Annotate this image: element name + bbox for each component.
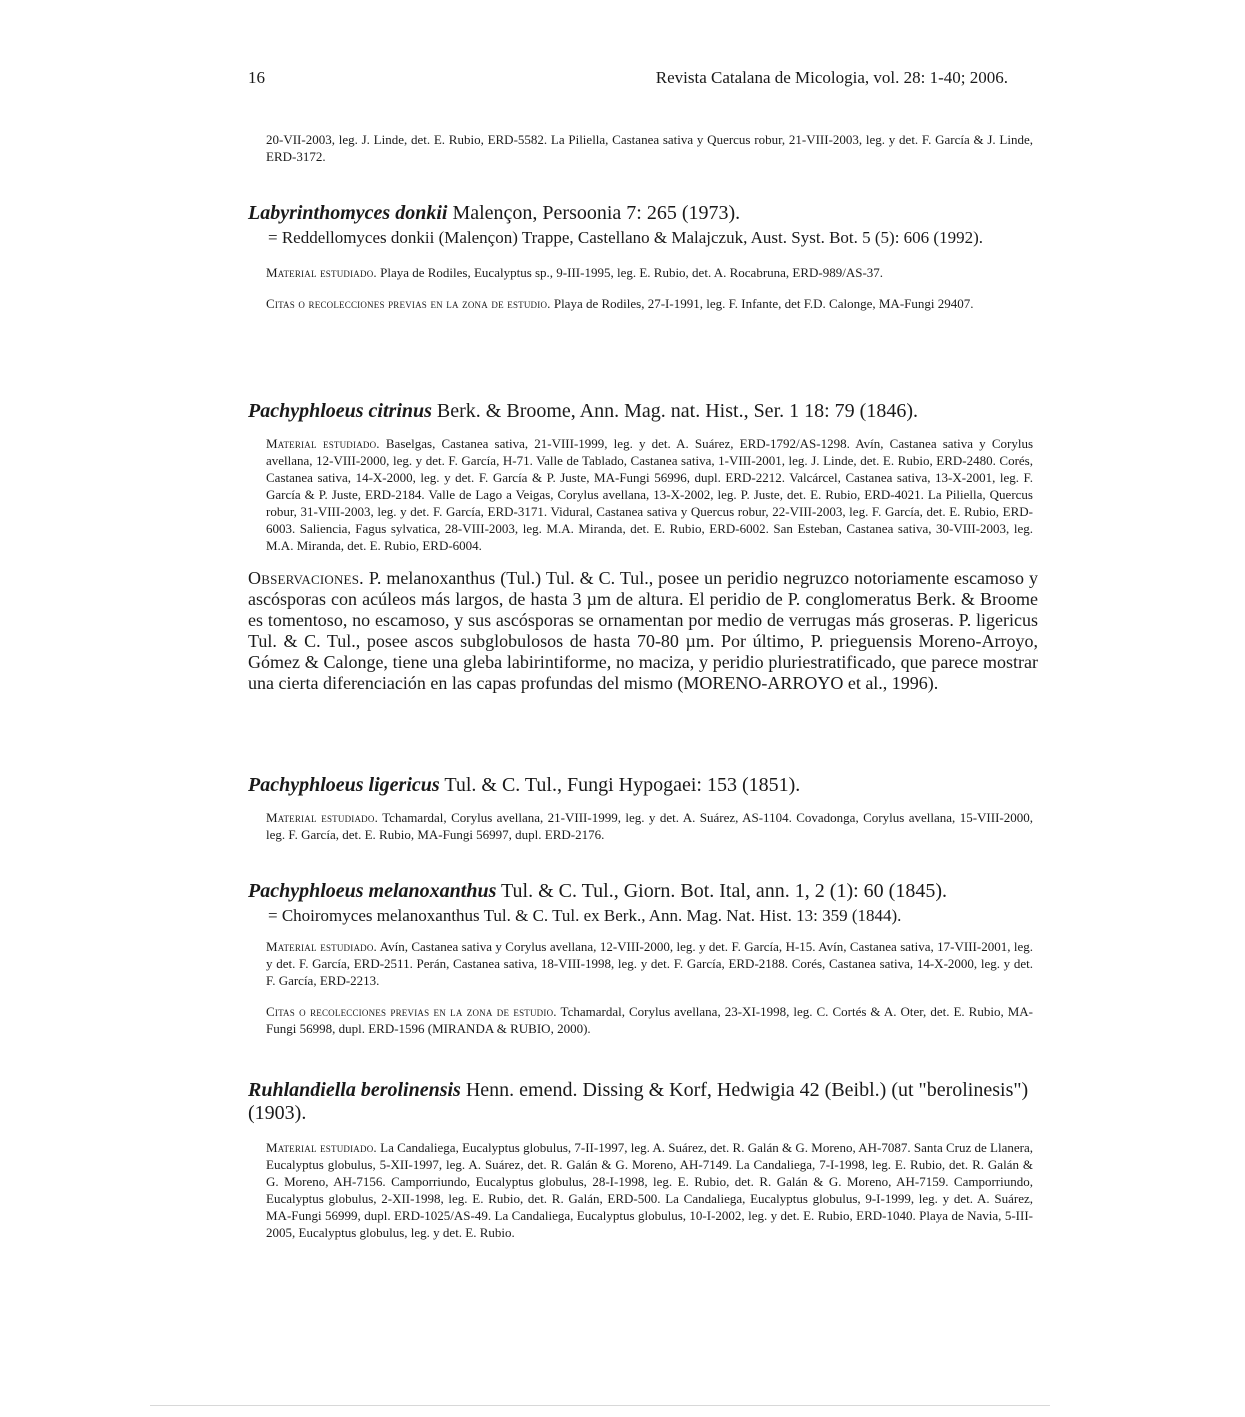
species-entry-ligericus xyxy=(248,774,1048,843)
observations-text: P. melanoxanthus (Tul.) Tul. & C. Tul., posee un peridio negruzco notoriamente escamoso y ascósporas con acúleos más largos, de hasta 3 µm de altura. El peridio de P. conglomeratus Berk. & Broome es tomentoso, no escamoso, y sus ascósporas se ornamentan por medio de verrugas más groseras. P. ligericus Tul. & C. Tul., posee ascos subglobulosos de hasta 70-80 µm. Por último, P. prieguensis Moreno-Arroyo, Gómez & Calonge, tiene una gleba labirintiforme, no maciza, y peridio pluriestratificado, que parece mostrar una cierta diferenciación en las capas profundas del mismo (MORENO-ARROYO et al., 1996). xyxy=(248,568,1038,693)
species-synonym: = Choiromyces melanoxanthus Tul. & C. Tul. ex Berk., Ann. Mag. Nat. Hist. 13: 359 (1844). xyxy=(268,906,902,925)
species-synonym: = Reddellomyces donkii (Malençon) Trappe, Castellano & Malajczuk, Aust. Syst. Bot. 5 (5): 606 (1992). xyxy=(268,228,983,247)
observations-label: Observaciones. xyxy=(248,568,364,588)
material-label: Material estudiado. xyxy=(266,810,379,825)
citas-label: Citas o recolecciones previas en la zona de estudio. xyxy=(266,1004,557,1019)
material-text: Avín, Castanea sativa y Corylus avellana, 12-VIII-2000, leg. y det. F. García, H-15. Avín, Castanea sativa, 17-VIII-2001, leg. y det. F. García, ERD-2511. Perán, Castanea sativa, 18-VIII-1998, leg. y det. F. García, ERD-2188. Corés, Castanea sativa, 14-X-2000, leg. y det. F. García, ERD-2213. xyxy=(266,939,1033,988)
journal-reference: Revista Catalana de Micologia, vol. 28: 1-40; 2006. xyxy=(655,68,1008,87)
citas-text: Playa de Rodiles, 27-I-1991, leg. F. Infante, det F.D. Calonge, MA-Fungi 29407. xyxy=(553,296,974,311)
material-studied xyxy=(248,809,1048,843)
intro-block xyxy=(248,131,1048,165)
species-authority: Berk. & Broome, Ann. Mag. nat. Hist., Ser. 1 18: 79 (1846). xyxy=(436,400,918,422)
material-studied xyxy=(248,1139,1048,1241)
species-name: Ruhlandiella berolinensis xyxy=(248,1079,461,1101)
previous-records xyxy=(248,1003,1048,1037)
species-heading xyxy=(248,880,1048,903)
species-entry-labyrinthomyces xyxy=(248,202,1048,312)
page-number: 16 xyxy=(248,68,265,87)
species-authority: Henn. emend. Dissing & Korf, Hedwigia 42 (Beibl.) (ut "berolinesis") (1903). xyxy=(248,1079,1029,1124)
citas-label: Citas o recolecciones previas en la zona de estudio. xyxy=(266,296,551,311)
material-studied xyxy=(248,435,1048,554)
material-text: La Candaliega, Eucalyptus globulus, 7-II-1997, leg. A. Suárez, det. R. Galán & G. Moreno, AH-7087. Santa Cruz de Llanera, Eucalyptus globulus, 5-XII-1997, leg. A. Suárez, det. R. Galán & G. Moreno, AH-7149. La Candaliega, 7-I-1998, leg. E. Rubio, det. R. Galán & G. Moreno, AH-7156. Camporriundo, Eucalyptus globulus, 28-I-1998, leg. E. Rubio, det. R. Galán & G. Moreno, AH-7159. Camporriundo, Eucalyptus globulus, 2-XII-1998, leg. E. Rubio, det. R. Galán, ERD-500. La Candaliega, Eucalyptus globulus, 9-I-1999, leg. y det. A. Suárez, MA-Fungi 56999, dupl. ERD-1025/AS-49. La Candaliega, Eucalyptus globulus, 10-I-2002, leg. y det. E. Rubio, ERD-1040. Playa de Navia, 5-III-2005, Eucalyptus globulus, leg. y det. E. Rubio. xyxy=(266,1140,1033,1240)
material-text: Baselgas, Castanea sativa, 21-VIII-1999, leg. y det. A. Suárez, ERD-1792/AS-1298. Avín, Castanea sativa y Corylus avellana, 12-VIII-2000, leg. y det. F. García, H-71. Valle de Tablado, Castanea sativa, 1-VIII-2001, leg. J. Linde, det. E. Rubio, ERD-2480. Corés, Castanea sativa, 14-X-2000, leg. y det. F. García & P. Juste, MA-Fungi 56996, dupl. ERD-2212. Valcárcel, Castanea sativa, 13-X-2001, leg. F. García & P. Juste, ERD-2184. Valle de Lago a Veigas, Corylus avellana, 13-X-2002, leg. P. Juste, det. E. Rubio, ERD-4021. La Piliella, Quercus robur, 31-VIII-2003, leg. y det. F. García, ERD-3171. Vidural, Castanea sativa y Quercus robur, 22-VIII-2003, leg. F. García, det. E. Rubio, ERD-6003. Saliencia, Fagus sylvatica, 28-VIII-2003, leg. M.A. Miranda, det. E. Rubio, ERD-6002. San Esteban, Castanea sativa, 30-VIII-2003, leg. M.A. Miranda, det. E. Rubio, ERD-6004. xyxy=(266,436,1033,553)
material-text: Tchamardal, Corylus avellana, 21-VIII-1999, leg. y det. A. Suárez, AS-1104. Covadonga, Corylus avellana, 15-VIII-2000, leg. F. García, det. E. Rubio, MA-Fungi 56997, dupl. ERD-2176. xyxy=(266,810,1033,842)
species-name: Pachyphloeus melanoxanthus xyxy=(248,880,497,902)
material-label: Material estudiado. xyxy=(266,1140,377,1155)
running-head xyxy=(248,68,1048,90)
citas-text: Tchamardal, Corylus avellana, 23-XI-1998, leg. C. Cortés & A. Oter, det. E. Rubio, MA-Fungi 56998, dupl. ERD-1596 (MIRANDA & RUBIO, 2000). xyxy=(266,1004,1034,1036)
species-authority: Malençon, Persoonia 7: 265 (1973). xyxy=(452,202,741,224)
species-heading xyxy=(248,400,1048,423)
material-label: Material estudiado. xyxy=(266,265,377,280)
material-studied xyxy=(248,938,1048,989)
species-entry-ruhlandiella xyxy=(248,1079,1048,1241)
species-name: Pachyphloeus ligericus xyxy=(248,774,440,796)
species-heading xyxy=(248,774,1048,797)
species-heading xyxy=(248,202,1048,225)
scan-edge-rule xyxy=(150,1405,1050,1406)
species-name: Pachyphloeus citrinus xyxy=(248,400,432,422)
species-name: Labyrinthomyces donkii xyxy=(248,202,448,224)
material-studied xyxy=(248,264,1048,281)
species-authority: Tul. & C. Tul., Giorn. Bot. Ital, ann. 1, 2 (1): 60 (1845). xyxy=(501,880,947,902)
species-authority: Tul. & C. Tul., Fungi Hypogaei: 153 (1851). xyxy=(444,774,801,796)
species-entry-melanoxanthus xyxy=(248,880,1048,1037)
observations xyxy=(248,568,1048,694)
material-label: Material estudiado. xyxy=(266,436,380,451)
material-label: Material estudiado. xyxy=(266,939,377,954)
previous-records xyxy=(248,295,1048,312)
intro-continuation: 20-VII-2003, leg. J. Linde, det. E. Rubio, ERD-5582. La Piliella, Castanea sativa y Quercus robur, 21-VIII-2003, leg. y det. F. García & J. Linde, ERD-3172. xyxy=(266,132,1033,164)
species-heading xyxy=(248,1079,1048,1125)
material-text: Playa de Rodiles, Eucalyptus sp., 9-III-1995, leg. E. Rubio, det. A. Rocabruna, ERD-989/AS-37. xyxy=(380,265,884,280)
species-entry-citrinus xyxy=(248,400,1048,694)
